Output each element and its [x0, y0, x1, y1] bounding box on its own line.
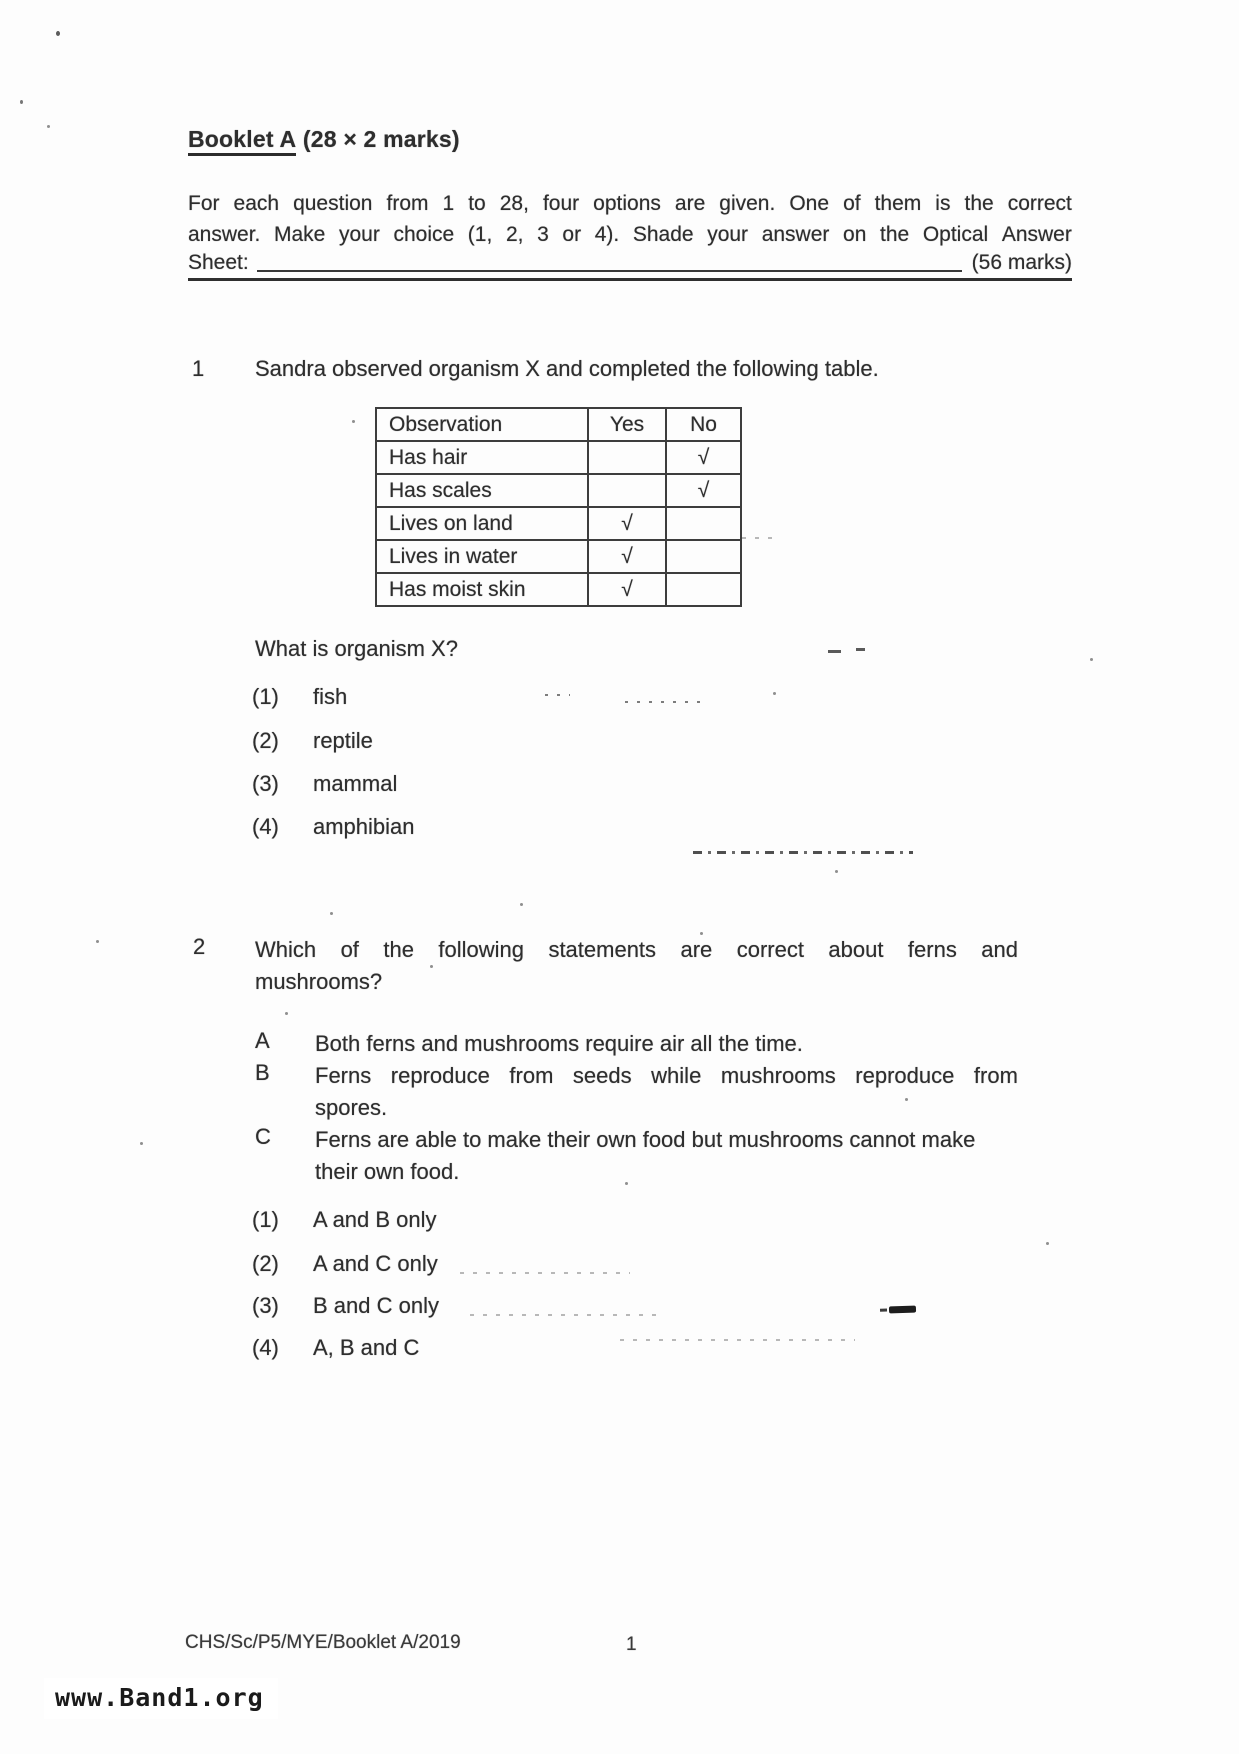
- scan-artifact-bold-dash: [889, 1306, 916, 1314]
- no-cell: [666, 540, 741, 573]
- fill-in-line: [257, 270, 962, 272]
- statement-a-line-1: Both ferns and mushrooms require air all the time.: [315, 1031, 803, 1056]
- scan-artifact-faint-line: [742, 537, 777, 539]
- no-cell: √: [666, 474, 741, 507]
- statement-c-line-1: Ferns are able to make their own food but mushrooms cannot make: [315, 1127, 976, 1152]
- instructions-line-1: For each question from 1 to 28, four options are given. One of them is the correct: [188, 192, 1072, 215]
- scan-speck: [700, 932, 703, 935]
- booklet-title: [188, 126, 460, 153]
- table-row: [376, 540, 741, 573]
- yes-cell: [588, 441, 666, 474]
- scan-speck: [47, 125, 50, 128]
- scan-artifact-dots: [625, 701, 705, 703]
- watermark-band1: www.Band1.org: [44, 1678, 278, 1719]
- scan-speck: [773, 692, 776, 695]
- question-2-text-line-1: Which of the following statements are correct about ferns and: [255, 937, 1018, 962]
- table-row: [376, 573, 741, 606]
- scan-speck: [140, 1142, 143, 1145]
- statement-letter: C: [255, 1124, 271, 1149]
- table-row: [376, 507, 741, 540]
- yes-cell: [588, 474, 666, 507]
- option-label: fish: [313, 684, 348, 709]
- option-label: B and C only: [313, 1293, 439, 1318]
- scan-speck: [1090, 658, 1093, 661]
- scan-artifact-dash: [828, 650, 841, 653]
- question-1-option-2: [252, 728, 373, 754]
- table-row: [376, 441, 741, 474]
- marks-total: (56 marks): [971, 251, 1072, 274]
- scan-speck: [905, 1098, 908, 1101]
- header-yes: Yes: [588, 408, 666, 441]
- scan-speck: [56, 31, 60, 36]
- instructions-sheet-label: Sheet:: [188, 251, 249, 274]
- header-no: No: [666, 408, 741, 441]
- statement-c-line-2: their own food.: [315, 1159, 460, 1184]
- option-label: amphibian: [313, 814, 415, 839]
- row-label: Has moist skin: [376, 573, 588, 606]
- question-2-option-1: [252, 1207, 437, 1233]
- option-label: A and B only: [313, 1207, 437, 1232]
- scan-speck: [96, 940, 99, 943]
- scan-speck: [430, 965, 433, 968]
- instructions-line-3: [188, 250, 1072, 281]
- scan-artifact-dots: [545, 694, 570, 696]
- option-number: (1): [252, 684, 279, 709]
- row-label: Has hair: [376, 441, 588, 474]
- table-header-row: [376, 408, 741, 441]
- booklet-title-underlined: Booklet A: [188, 126, 296, 156]
- option-number: (2): [252, 1251, 279, 1276]
- question-2-option-3: [252, 1293, 439, 1319]
- statement-b: [255, 1060, 1018, 1124]
- question-1-option-4: [252, 814, 415, 840]
- question-1-prompt: What is organism X?: [255, 636, 458, 661]
- scan-speck: [835, 870, 838, 873]
- statement-b-line-1: Ferns reproduce from seeds while mushrooms reproduce from: [315, 1063, 1018, 1088]
- question-2-number: 2: [193, 934, 206, 959]
- scan-speck: [285, 1012, 288, 1015]
- question-2-option-4: [252, 1335, 419, 1361]
- scan-artifact-dash: [856, 648, 865, 651]
- scan-speck: [1046, 1242, 1049, 1245]
- statement-c: [255, 1124, 1018, 1188]
- row-label: Lives in water: [376, 540, 588, 573]
- scan-speck: [625, 1182, 628, 1185]
- scan-artifact-faint-line: [620, 1339, 855, 1341]
- observation-table: [375, 407, 742, 607]
- no-cell: √: [666, 441, 741, 474]
- instructions-paragraph: [188, 188, 1072, 281]
- yes-cell: √: [588, 540, 666, 573]
- question-2-option-2: [252, 1251, 438, 1277]
- header-observation: Observation: [376, 408, 588, 441]
- booklet-marks: (28 × 2 marks): [302, 126, 460, 152]
- statement-letter: A: [255, 1028, 270, 1053]
- yes-cell: √: [588, 507, 666, 540]
- table-row: [376, 474, 741, 507]
- no-cell: [666, 507, 741, 540]
- footer-reference: CHS/Sc/P5/MYE/Booklet A/2019: [185, 1632, 461, 1653]
- scan-artifact-dashed-line: [693, 851, 913, 854]
- scan-speck: [520, 903, 523, 906]
- option-number: (3): [252, 771, 279, 796]
- option-label: mammal: [313, 771, 398, 796]
- scan-artifact-faint-dots: [460, 1272, 630, 1274]
- yes-cell: √: [588, 573, 666, 606]
- option-label: A and C only: [313, 1251, 438, 1276]
- option-number: (2): [252, 728, 279, 753]
- option-number: (3): [252, 1293, 279, 1318]
- scan-artifact-faint-dots: [470, 1314, 665, 1316]
- option-label: A, B and C: [313, 1335, 420, 1360]
- question-1-number: 1: [192, 356, 205, 381]
- row-label: Has scales: [376, 474, 588, 507]
- question-2-text-line-2: mushrooms?: [255, 969, 383, 994]
- option-number: (4): [252, 1335, 279, 1360]
- no-cell: [666, 573, 741, 606]
- row-label: Lives on land: [376, 507, 588, 540]
- option-number: (1): [252, 1207, 279, 1232]
- question-1-option-1: [252, 684, 347, 710]
- scan-speck: [330, 912, 333, 915]
- scan-speck: [20, 100, 23, 104]
- option-number: (4): [252, 814, 279, 839]
- instructions-line-2: answer. Make your choice (1, 2, 3 or 4). Shade your answer on the Optical Answer: [188, 223, 1072, 246]
- question-1-option-3: [252, 771, 397, 797]
- question-1-text: Sandra observed organism X and completed the following table.: [255, 356, 879, 381]
- statement-letter: B: [255, 1060, 270, 1085]
- statement-b-line-2: spores.: [315, 1095, 388, 1120]
- scan-speck: [352, 420, 355, 423]
- option-label: reptile: [313, 728, 373, 753]
- statement-a: [255, 1028, 1018, 1060]
- question-2-text: [255, 934, 1018, 998]
- footer-page-number: 1: [626, 1634, 637, 1655]
